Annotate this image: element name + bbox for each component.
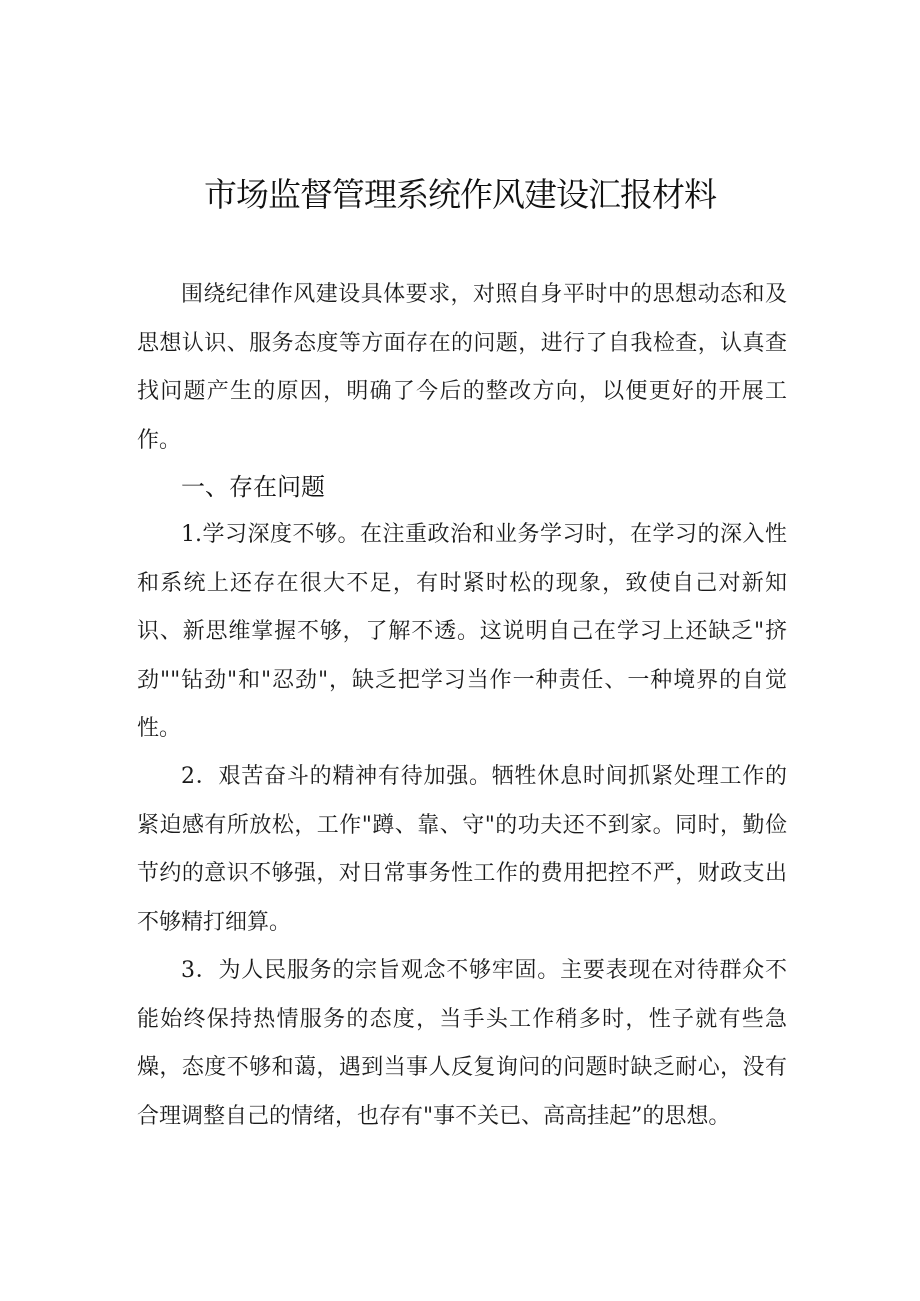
problem-item-1: 1.学习深度不够。在注重政治和业务学习时，在学习的深入性和系统上还存在很大不足，有时紧时松的现象，致使自己对新知识、新思维掌握不够，了解不透。这说明自己在学习上还缺乏"挤劲""钻劲"和"忍劲"，缺乏把学习当作一种责任、一种境界的自觉性。 — [137, 522, 787, 742]
problem-item-2: 2．艰苦奋斗的精神有待加强。牺牲休息时间抓紧处理工作的紧迫感有所放松，工作"蹲、靠、守"的功夫还不到家。同时，勤俭节约的意识不够强，对日常事务性工作的费用把控不严，财政支出不够精打细算。 — [137, 764, 787, 935]
intro-paragraph: 围绕纪律作风建设具体要求，对照自身平时中的思想动态和及思想认识、服务态度等方面存在的问题，进行了自我检查，认真查找问题产生的原因，明确了今后的整改方向，以便更好的开展工作。 — [137, 282, 787, 453]
document-title: 市场监督管理系统作风建设汇报材料 — [204, 175, 716, 214]
section-heading: 一、存在问题 — [181, 473, 325, 501]
problem-item-3: 3．为人民服务的宗旨观念不够牢固。主要表现在对待群众不能始终保持热情服务的态度，当手头工作稍多时，性子就有些急燥，态度不够和蔼，遇到当事人反复询问的问题时缺乏耐心，没有合理调整自己的情绪，也存有"事不关已、高高挂起”的思想。 — [137, 958, 787, 1129]
